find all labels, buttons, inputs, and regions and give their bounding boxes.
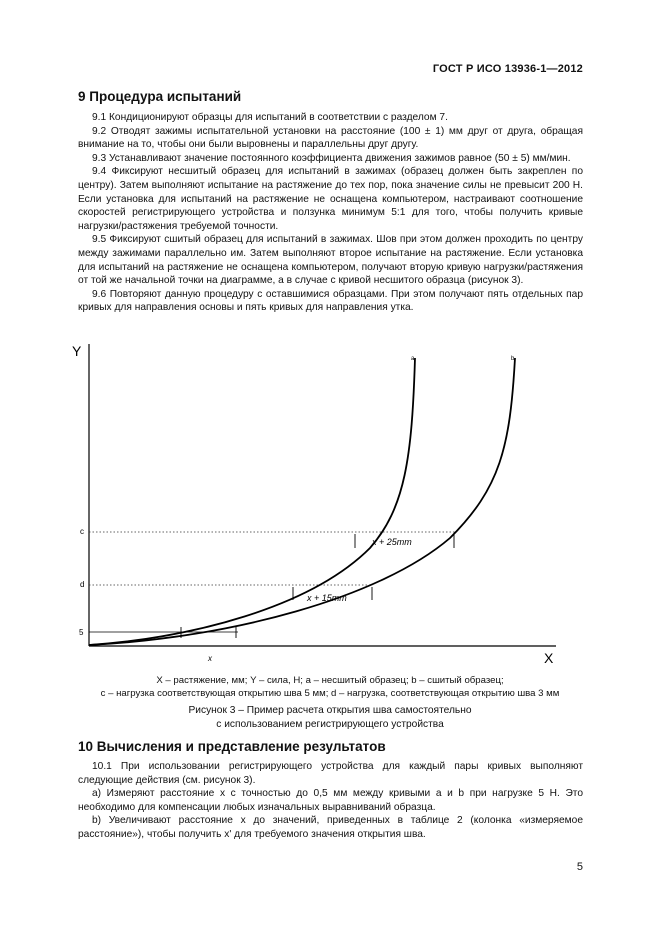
curve-a-label: a — [411, 356, 415, 362]
x-distance-label: x — [208, 654, 212, 663]
level-d-label: d — [80, 580, 85, 589]
section-10-body — [78, 760, 583, 842]
section-9-body — [78, 111, 583, 315]
paragraph-9-1: 9.1 Кондиционируют образцы для испытаний в соответствии с разделом 7. — [92, 112, 448, 123]
page-number: 5 — [576, 861, 583, 873]
paragraph-9-2: 9.2 Отводят зажимы испытательной установки на расстояние (100 ± 1) мм друг от друга, обращая внимание на то, чтобы они были выровнены и параллельны друг другу. — [78, 125, 583, 151]
section-10-title: 10 Вычисления и представление результатов — [78, 739, 386, 754]
legend-line-2: c – нагрузка соответствующая открытию шва 5 мм; d – нагрузка, соответствующая открытию шва 3 мм — [100, 688, 560, 699]
curve-b — [89, 358, 515, 645]
x-axis-label: X — [544, 650, 554, 666]
level-c-label: c — [80, 527, 84, 536]
paragraph-10-1: 10.1 При использовании регистрирующего устройства для каждый пары кривых выполняют следующие действия (см. рисунок 3). — [78, 761, 583, 786]
document-header: ГОСТ Р ИСО 13936-1—2012 — [432, 63, 583, 75]
paragraph-9-4: 9.4 Фиксируют несшитый образец для испытаний в зажимах (образец должен быть закреплен по центру). Затем выполняют испытание на растяжение до тех пор, пока значение силы не превысит 200 Н. Если установка для испытаний на растяжение не оснащена компьютером, настраивают соотношение скоростей регистрирующего устройства и ползунка минимум 5:1 для того, чтобы получить кривые нагрузки/растяжения требуемой точности. — [78, 166, 583, 232]
paragraph-10-1-a: a) Измеряют расстояние x с точностью до 0,5 мм между кривыми a и b при нагрузке 5 Н. Это необходимо для компенсации любых изначальных выравниваний образца. — [78, 788, 583, 813]
caption-line-1: Рисунок 3 – Пример расчета открытия шва самостоятельно — [188, 705, 472, 716]
figure-3-caption — [60, 704, 600, 731]
level-5-label: 5 — [79, 628, 84, 637]
section-9-title: 9 Процедура испытаний — [78, 89, 242, 104]
curve-b-label: b — [511, 356, 515, 362]
figure-3-diagram — [60, 338, 580, 673]
paragraph-10-1-b: b) Увеличивают расстояние x до значений, приведенных в таблице 2 (колонка «измеряемое расстояние»), чтобы получить x' для требуемого значения открытия шва. — [78, 815, 583, 840]
paragraph-9-6: 9.6 Повторяют данную процедуру с оставшимися образцами. При этом получают пять отдельных пар кривых для направления основы и пять кривых для направления утка. — [78, 288, 583, 314]
curve-a — [89, 358, 415, 645]
paragraph-9-3: 9.3 Устанавливают значение постоянного коэффициента движения зажимов равное (50 ± 5) мм/мин. — [92, 152, 571, 164]
annotation-x-plus-15: x + 15mm — [307, 593, 347, 603]
y-axis-label: Y — [72, 343, 82, 359]
caption-line-2: с использованием регистрирующего устройства — [216, 718, 444, 730]
figure-3-legend — [60, 674, 600, 700]
annotation-x-plus-25: x + 25mm — [372, 537, 412, 547]
paragraph-9-5: 9.5 Фиксируют сшитый образец для испытаний в зажимах. Шов при этом должен проходить по центру между зажимами параллельно им. Затем выполняют второе испытание на растяжение. Если установка для испытаний на растяжение не оснащена компьютером, получают вторую кривую нагрузки/растяжения от той же начальной точки на диаграмме, а в случае с кривой несшитого образца (рисунок 3). — [78, 234, 583, 287]
legend-line-1: X – растяжение, мм; Y – сила, Н; a – несшитый образец; b – сшитый образец; — [156, 675, 504, 686]
